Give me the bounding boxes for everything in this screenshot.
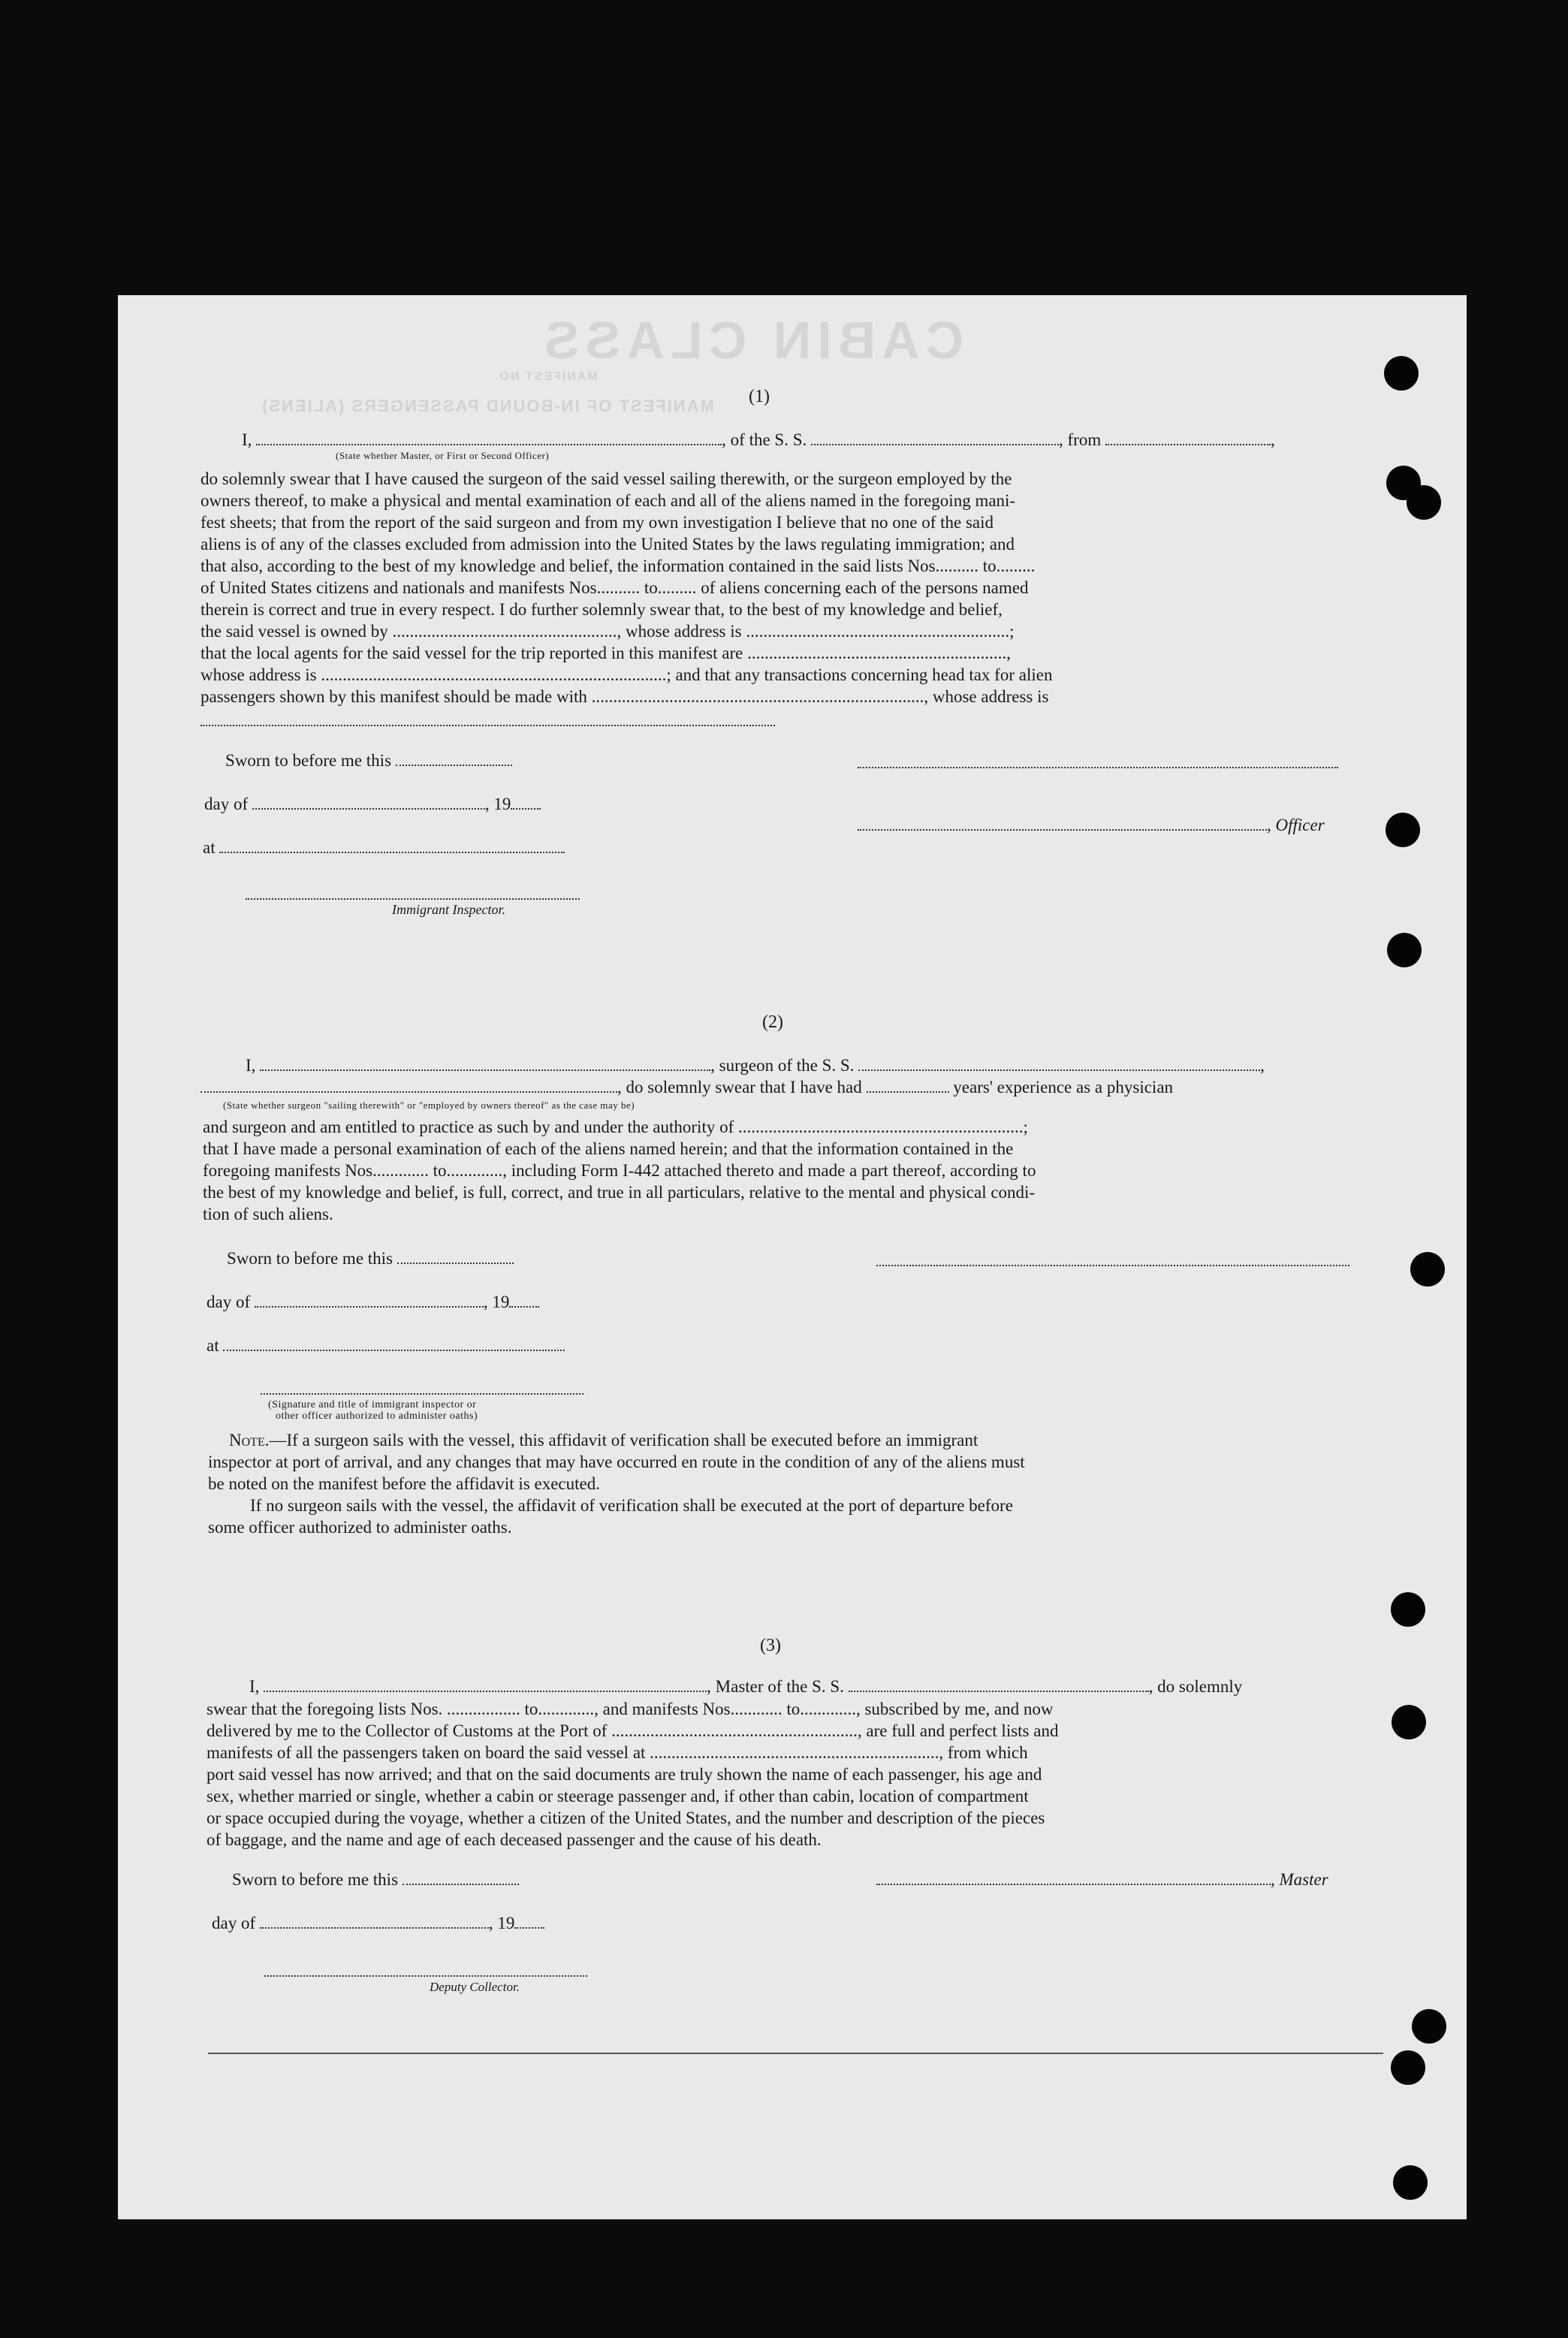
section-3-collector-signature-line <box>264 1975 587 1977</box>
section-1-at: at <box>203 838 565 858</box>
section-1-line-1: I, , of the S. S. , from , <box>242 430 1275 449</box>
punch-hole <box>1387 933 1422 967</box>
section-3-master-label: , Master <box>1271 1870 1328 1889</box>
note-line: be noted on the manifest before the affidavit is executed. <box>208 1474 600 1493</box>
section-2-swear: , do solemnly swear that I have had <box>617 1078 862 1097</box>
section-3-body-line: manifests of all the passengers taken on board the said vessel at ..................................................................., from which <box>207 1743 1028 1762</box>
section-3-body-line: swear that the foregoing lists Nos. ................. to............., and manifests Nos............ to............., subscribed by me, and now <box>207 1700 1054 1718</box>
section-1-sworn: Sworn to before me this <box>225 751 512 771</box>
section-1-number: (1) <box>749 387 770 406</box>
note-line: —If a surgeon sails with the vessel, this affidavit of verification shall be executed before an immigrant <box>269 1431 978 1450</box>
section-2-sig-caption-1: (Signature and title of immigrant inspector or <box>268 1399 477 1410</box>
section-1-inspector-caption: Immigrant Inspector. <box>392 902 505 917</box>
punch-hole <box>1412 2009 1446 2044</box>
section-3-body-line: sex, whether married or single, whether a cabin or steerage passenger and, if other than cabin, location of compartment <box>207 1787 1029 1806</box>
punch-hole <box>1407 485 1441 520</box>
section-1-officer-label: , Officer <box>1267 816 1325 834</box>
section-1-i: I, <box>242 430 252 449</box>
section-1-officer-caption: (State whether Master, or First or Second Officer) <box>336 450 550 461</box>
note-label: Note. <box>229 1431 270 1450</box>
section-1-body-line: therein is correct and true in every respect. I do further solemnly swear that, to the best of my knowledge and belief, <box>201 600 1003 619</box>
section-1-body-line: of United States citizens and nationals and manifests Nos.......... to......... of aliens concerning each of the persons named <box>201 578 1029 597</box>
section-2-surgeon-caption: (State whether surgeon "sailing therewith" or "employed by owners thereof" as the case may be) <box>223 1100 635 1111</box>
note-line: inspector at port of arrival, and any changes that may have occurred en route in the condition of any of the aliens must <box>208 1453 1025 1471</box>
section-1-body-line: aliens is of any of the classes excluded from admission into the United States by the laws regulating immigration; and <box>201 535 1015 554</box>
section-1-body-line: do solemnly swear that I have caused the surgeon of the said vessel sailing therewith, or the surgeon employed by the <box>201 469 1012 488</box>
section-3-line-1: I, , Master of the S. S. , do solemnly <box>249 1677 1243 1696</box>
section-2-sig-caption-2: other officer authorized to administer oaths) <box>276 1410 478 1422</box>
section-1-of-ss: , of the S. S. <box>722 430 807 449</box>
section-2-line-2 <box>201 1078 1173 1097</box>
section-1-body-line: owners thereof, to make a physical and mental examination of each and all of the aliens named in the foregoing mani- <box>201 491 1016 510</box>
section-2-body-line: the best of my knowledge and belief, is full, correct, and true in all particulars, relative to the mental and physical condi- <box>203 1183 1036 1202</box>
punch-hole <box>1386 813 1420 847</box>
note-line: some officer authorized to administer oaths. <box>208 1518 512 1537</box>
note-line: If no surgeon sails with the vessel, the affidavit of verification shall be executed at the port of departure before <box>250 1496 1013 1515</box>
section-1-day-of: day of , 19 <box>204 795 541 814</box>
section-3-master-of-ss: , Master of the S. S. <box>707 1677 844 1696</box>
section-2-line-1: I, , surgeon of the S. S. , <box>246 1056 1265 1075</box>
section-2-body-line: that I have made a personal examination of each of the aliens named herein; and that the information contained in the <box>203 1139 1014 1158</box>
bottom-rule <box>208 2053 1383 2054</box>
section-1-inspector-signature-line <box>246 898 580 900</box>
section-2-years: years' experience as a physician <box>953 1078 1174 1097</box>
section-1-body-line: fest sheets; that from the report of the said surgeon and from my own investigation I believe that no one of the said <box>201 513 994 532</box>
section-3-collector-caption: Deputy Collector. <box>430 1980 520 1994</box>
section-2-sworn: Sworn to before me this <box>227 1249 514 1269</box>
watermark-manifest-no: MANIFEST NO. <box>493 370 598 383</box>
section-3-number: (3) <box>760 1636 781 1655</box>
section-2-day-of: day of , 19 <box>207 1293 539 1312</box>
document-page <box>118 295 1467 2219</box>
section-3-body-line: port said vessel has now arrived; and that on the said documents are truly shown the name of each passenger, his age and <box>207 1765 1042 1784</box>
section-2-inspector-signature-line <box>261 1393 583 1395</box>
section-2-at: at <box>207 1336 565 1356</box>
watermark-manifest-title: MANIFEST OF IN-BOUND PASSENGERS (ALIENS) <box>261 397 714 415</box>
punch-hole <box>1392 1705 1426 1739</box>
section-2-body-line: tion of such aliens. <box>203 1205 333 1223</box>
section-3-sworn: Sworn to before me this <box>232 1870 519 1890</box>
section-3-body-line: of baggage, and the name and age of each deceased passenger and the cause of his death. <box>207 1830 822 1849</box>
section-1-officer <box>858 816 1325 835</box>
punch-hole <box>1410 1252 1445 1287</box>
punch-hole <box>1391 1592 1425 1627</box>
section-3-day-of: day of , 19 <box>212 1914 544 1933</box>
section-1-officer-signature-line <box>858 767 1338 768</box>
section-1-body-line: that also, according to the best of my knowledge and belief, the information contained in the said lists Nos.......... to......... <box>201 557 1036 575</box>
section-1-body-line: passengers shown by this manifest should be made with ............................................................................., whose address is <box>201 687 1049 706</box>
punch-hole <box>1391 2050 1425 2085</box>
section-1-body-line: the said vessel is owned by ...................................................., whose address is .............................................................; <box>201 622 1015 641</box>
section-1-body-line: whose address is ................................................................................; and that any transactions concerning head tax for alien <box>201 665 1053 684</box>
section-1-body-line: that the local agents for the said vessel for the trip reported in this manifest are ............................................................, <box>201 644 1011 662</box>
punch-hole <box>1393 2165 1428 2200</box>
section-2-body-line: foregoing manifests Nos............. to............., including Form I-442 attached thereto and made a part thereof, according to <box>203 1161 1036 1180</box>
section-1-from: , from <box>1059 430 1102 449</box>
section-2-number: (2) <box>762 1012 783 1032</box>
section-2-surgeon-signature-line <box>876 1265 1349 1266</box>
section-1-body <box>201 468 1387 707</box>
section-3-body-line: delivered by me to the Collector of Customs at the Port of ........................................................., are full and perfect lists and <box>207 1721 1059 1740</box>
section-2-surgeon-of-ss: , surgeon of the S. S. <box>710 1056 855 1075</box>
section-3-body-line: or space occupied during the voyage, whether a citizen of the United States, and the number and description of the pieces <box>207 1809 1045 1827</box>
watermark-class-stamp: CABIN CLASS <box>538 311 964 370</box>
section-2-body-line: and surgeon and am entitled to practice as such by and under the authority of ..................................................................; <box>203 1118 1028 1136</box>
section-3-body <box>207 1698 1389 1851</box>
section-2-body <box>203 1116 1387 1225</box>
section-1-address-line <box>201 725 775 726</box>
punch-hole <box>1384 356 1419 391</box>
section-2-note <box>208 1429 1387 1538</box>
section-3-master <box>876 1870 1328 1890</box>
